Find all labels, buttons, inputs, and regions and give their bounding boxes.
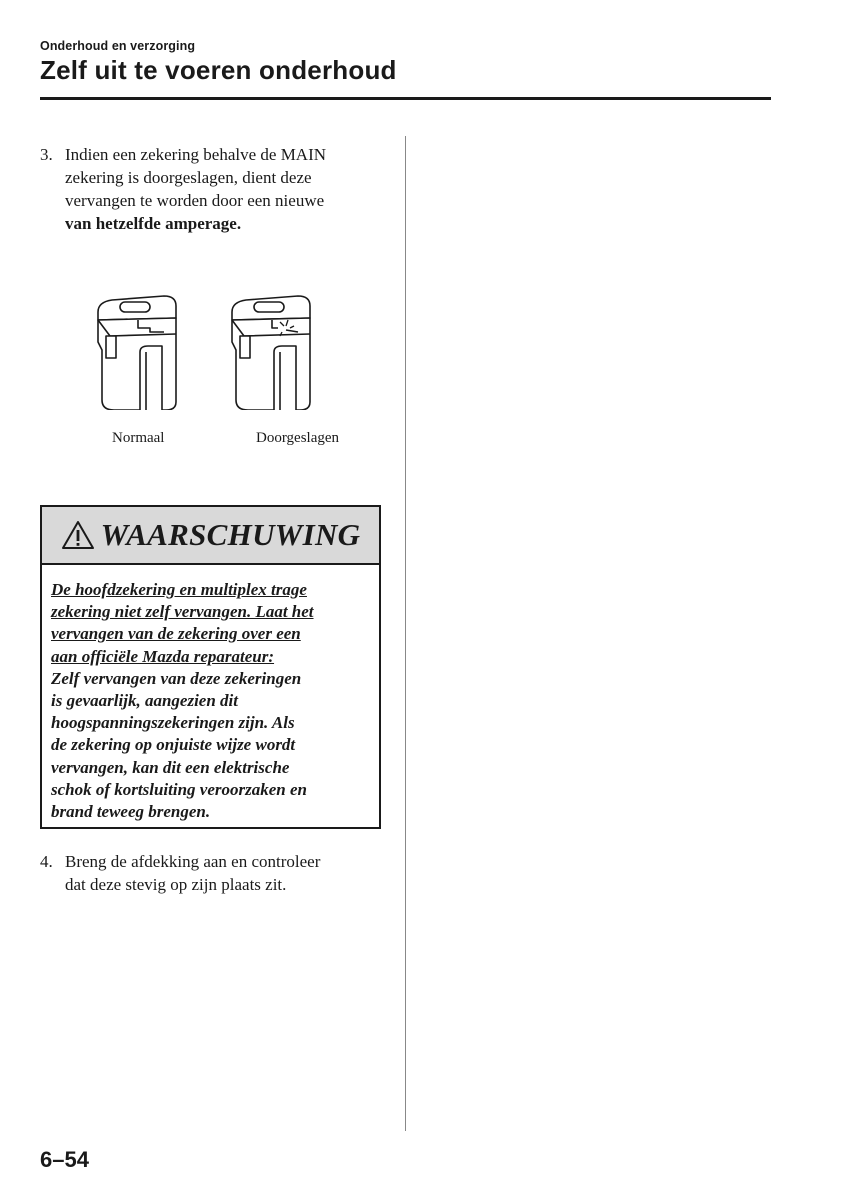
warning-line: schok of kortsluiting veroorzaken en — [51, 779, 307, 799]
step-line-bold: van hetzelfde amperage. — [65, 214, 242, 233]
warning-title: WAARSCHUWING — [100, 517, 361, 552]
section-label: Onderhoud en verzorging — [40, 39, 196, 53]
warning-line: aan officiële Mazda reparateur: — [51, 646, 275, 666]
step-3 — [40, 143, 380, 235]
step-4 — [40, 850, 380, 896]
step-line: vervangen te worden door een nieuwe — [65, 191, 325, 210]
step-line: Breng de afdekking aan en controleer — [65, 852, 321, 871]
warning-line: vervangen van de zekering over een — [51, 624, 301, 644]
warning-line: Zelf vervangen van deze zekeringen — [51, 668, 302, 688]
fuse-blown-icon — [232, 296, 310, 410]
warning-header — [42, 507, 379, 565]
fuse-normal-icon — [98, 296, 176, 410]
fuse-illustration — [90, 290, 380, 410]
page-number: 6–54 — [40, 1147, 89, 1172]
page-title: Zelf uit te voeren onderhoud — [40, 55, 397, 85]
caption-normal: Normaal — [112, 430, 165, 446]
step-text — [65, 850, 380, 896]
warning-line: is gevaarlijk, aangezien dit — [51, 691, 238, 711]
caption-blown: Doorgeslagen — [256, 430, 340, 446]
warning-line: brand teweeg brengen. — [51, 802, 211, 822]
warning-box — [40, 505, 381, 829]
step-number: 3. — [40, 145, 53, 164]
warning-body — [42, 565, 379, 823]
warning-line: hoogspanningszekeringen zijn. Als — [51, 713, 295, 733]
warning-line: de zekering op onjuiste wijze wordt — [51, 735, 296, 755]
step-line: zekering is doorgeslagen, dient deze — [65, 168, 312, 187]
step-line: Indien een zekering behalve de MAIN — [65, 145, 327, 164]
title-rule — [40, 97, 771, 100]
step-number: 4. — [40, 852, 53, 871]
step-line: dat deze stevig op zijn plaats zit. — [65, 875, 287, 894]
step-text — [65, 143, 380, 235]
warning-line: vervangen, kan dit een elektrische — [51, 757, 290, 777]
warning-line: zekering niet zelf vervangen. Laat het — [51, 602, 314, 622]
warning-triangle-icon — [61, 520, 95, 550]
column-divider — [405, 136, 406, 1131]
warning-line: De hoofdzekering en multiplex trage — [51, 580, 307, 599]
